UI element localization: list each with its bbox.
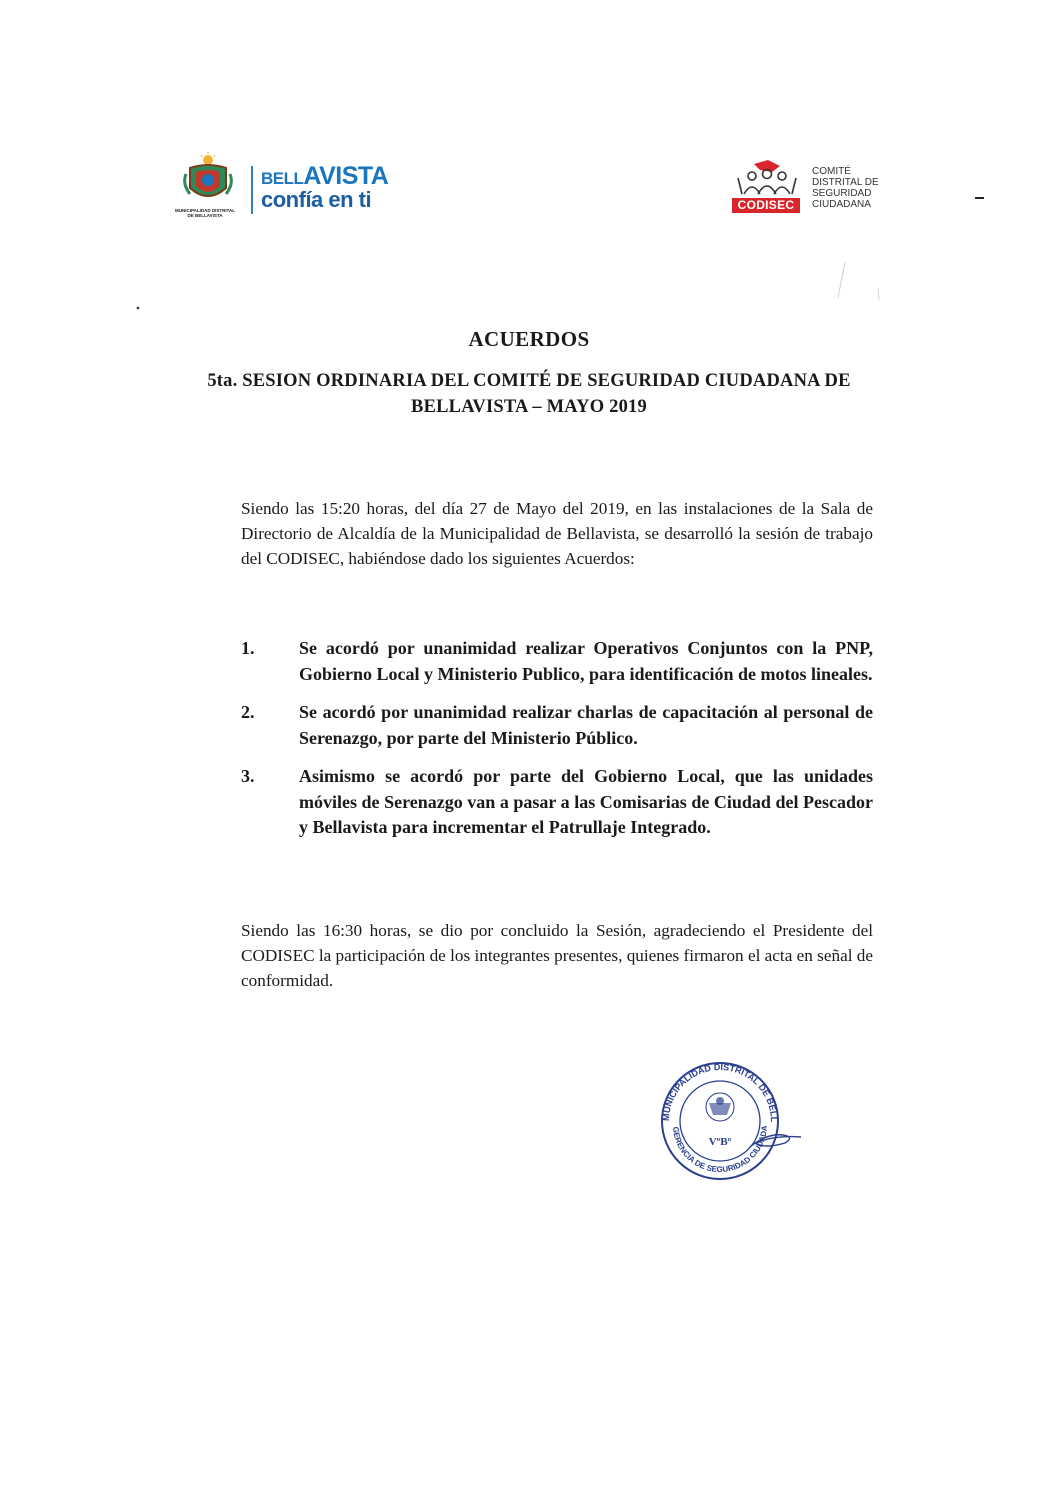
agreement-number: 3. xyxy=(241,766,255,786)
codisec-people-icon xyxy=(734,158,800,198)
brand-slogan: confía en ti xyxy=(261,187,372,212)
stamp-ring-top: MUNICIPALIDAD DISTRITAL DE BELL xyxy=(660,1061,780,1123)
stamp-center: VºBº xyxy=(708,1136,732,1148)
official-stamp-icon xyxy=(655,1055,805,1185)
codisec-line-4: CIUDADANA xyxy=(812,199,871,210)
document-title: ACUERDOS xyxy=(468,327,590,351)
agreement-number: 2. xyxy=(241,702,255,722)
brand-prefix: BELL xyxy=(261,169,304,188)
codisec-logo xyxy=(732,158,902,218)
codisec-subtitle xyxy=(812,166,902,210)
agreement-text: Se acordó por unanimidad realizar charlas de capacitación al personal de Serenazgo, por parte del Ministerio Público. xyxy=(299,702,873,748)
caption-line-2: DE BELLAVISTA xyxy=(187,213,223,218)
municipal-logo xyxy=(176,152,391,230)
agreement-item xyxy=(241,764,873,841)
agreements-list xyxy=(241,636,873,854)
municipal-caption xyxy=(172,208,238,218)
agreement-item xyxy=(241,636,873,687)
codisec-line-1: COMITÉ xyxy=(812,166,851,177)
subtitle-line-2: BELLAVISTA – MAYO 2019 xyxy=(411,397,647,417)
brand-main: AVISTA xyxy=(303,162,389,190)
municipal-shield-icon xyxy=(176,152,240,230)
codisec-badge: CODISEC xyxy=(732,198,800,213)
codisec-line-2: DISTRITAL DE xyxy=(812,177,879,188)
intro-paragraph: Siendo las 15:20 horas, del día 27 de Mayo del 2019, en las instalaciones de la Sala de Directorio de Alcaldía de la Municipalidad de Bellavista, se desarrolló la sesión de trabajo del CODISEC, habiéndose dado los siguientes Acuerdos: xyxy=(241,499,873,569)
agreement-text: Se acordó por unanimidad realizar Operativos Conjuntos con la PNP, Gobierno Local y Ministerio Publico, para identificación de motos lineales. xyxy=(299,638,873,684)
document-subtitle xyxy=(195,368,863,420)
agreement-item xyxy=(241,700,873,751)
agreement-text: Asimismo se acordó por parte del Gobierno Local, que las unidades móviles de Serenazgo van a pasar a las Comisarias de Ciudad del Pescador y Bellavista para incrementar el Patrullaje Integrado. xyxy=(299,766,873,837)
logo-divider xyxy=(251,166,253,214)
codisec-line-3: SEGURIDAD xyxy=(812,188,872,199)
stamp-ring-bottom: GERENCIA DE SEGURIDAD CIUDADA xyxy=(670,1125,770,1175)
subtitle-line-1: 5ta. SESION ORDINARIA DEL COMITÉ DE SEGURIDAD CIUDADANA DE xyxy=(207,371,851,391)
caption-line-1: MUNICIPALIDAD DISTRITAL xyxy=(174,208,236,213)
agreement-number: 1. xyxy=(241,638,255,658)
closing-paragraph: Siendo las 16:30 horas, se dio por concluido la Sesión, agradeciendo el Presidente del CODISEC la participación de los integrantes presentes, quienes firmaron el acta en señal de conformidad. xyxy=(241,921,873,991)
